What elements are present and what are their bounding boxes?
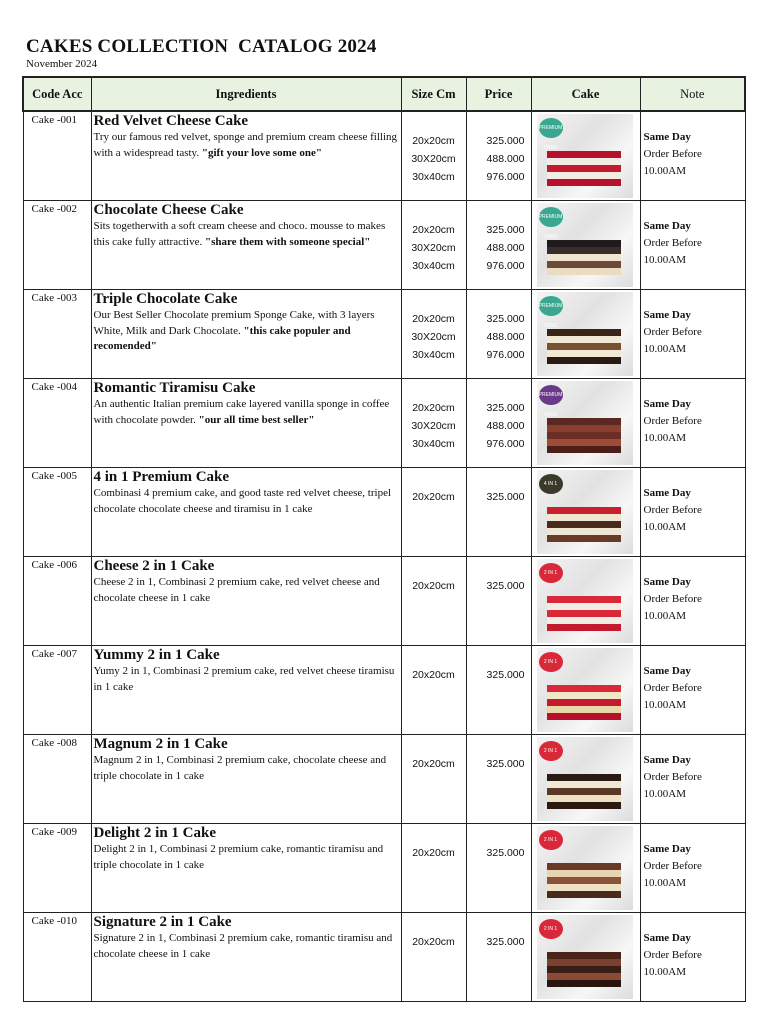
- cake-photo: [537, 737, 633, 821]
- code-cell: [23, 735, 91, 824]
- code-cell: [23, 646, 91, 735]
- note-order-before: Order Before: [643, 326, 702, 338]
- price-cell: [466, 557, 531, 646]
- code-cell: [23, 468, 91, 557]
- brand-badge-icon: [539, 652, 563, 672]
- size-cell: [401, 111, 466, 201]
- badge-text: 2 IN 1: [543, 837, 558, 843]
- cake-code: Cake -009: [31, 826, 78, 838]
- cake-description: [94, 931, 399, 962]
- cake-photo: [537, 648, 633, 732]
- note-time: 10.00AM: [643, 165, 686, 177]
- cake-name: Red Velvet Cheese Cake: [93, 113, 249, 129]
- price-value: 976.000: [486, 260, 525, 272]
- brand-badge-icon: [539, 741, 563, 761]
- note-time: 10.00AM: [643, 877, 686, 889]
- note-order-before: Order Before: [643, 771, 702, 783]
- table-row: [23, 913, 745, 1002]
- description-text: Sits togetherwith a soft cream cheese and choco. mousse to makes this cake fully attractive.: [93, 220, 386, 248]
- table-row: [23, 111, 745, 201]
- price-cell: [466, 913, 531, 1002]
- table-row: [23, 379, 745, 468]
- cake-description: [94, 486, 399, 517]
- description-tagline: "share them with someone special": [204, 235, 371, 248]
- size-value: 20x20cm: [412, 580, 455, 592]
- price-cell: [466, 111, 531, 201]
- price-value: 976.000: [486, 438, 525, 450]
- cake-description: [94, 397, 399, 428]
- note-cell: [640, 379, 745, 468]
- price-value: 976.000: [486, 171, 525, 183]
- cake-slice-icon: [547, 596, 621, 631]
- ingredients-cell: [91, 111, 401, 201]
- table-row: [23, 646, 745, 735]
- size-cell: [401, 379, 466, 468]
- price-value: 325.000: [486, 847, 525, 859]
- table-row: [23, 290, 745, 379]
- catalog-table: [22, 76, 746, 1002]
- price-value: 325.000: [486, 402, 525, 414]
- code-cell: [23, 201, 91, 290]
- price-value: 325.000: [486, 224, 525, 236]
- note-time: 10.00AM: [643, 432, 686, 444]
- price-cell: [466, 646, 531, 735]
- cake-code: Cake -003: [31, 292, 78, 304]
- badge-text: PREMIUM CAKE: [538, 303, 563, 329]
- cake-code: Cake -004: [31, 381, 78, 393]
- note-order-before: Order Before: [643, 860, 702, 872]
- size-cell: [401, 468, 466, 557]
- cake-image-cell: [531, 913, 640, 1002]
- note-time: 10.00AM: [643, 966, 686, 978]
- cake-photo: [537, 203, 633, 287]
- cake-slice-icon: [547, 418, 621, 453]
- note-order-before: Order Before: [643, 237, 702, 249]
- ingredients-cell: [91, 913, 401, 1002]
- cake-code: Cake -008: [31, 737, 78, 749]
- price-cell: [466, 824, 531, 913]
- note-cell: [640, 735, 745, 824]
- ingredients-cell: [91, 201, 401, 290]
- cake-slice-icon: [547, 151, 621, 186]
- description-tagline: "this cake populer and recomended": [93, 324, 351, 352]
- description-text: Try our famous red velvet, sponge and premium cream cheese filling with a widespread tasty.: [93, 131, 398, 159]
- price-cell: [466, 201, 531, 290]
- cake-description: [94, 575, 399, 606]
- note-order-before: Order Before: [643, 593, 702, 605]
- description-tagline: "our all time best seller": [198, 413, 315, 426]
- cake-name: Signature 2 in 1 Cake: [93, 914, 232, 930]
- column-header-cake: Cake: [531, 77, 640, 111]
- cake-slice-icon: [547, 329, 621, 364]
- badge-text: 2 IN 1: [543, 570, 558, 576]
- ingredients-cell: [91, 824, 401, 913]
- size-cell: [401, 913, 466, 1002]
- price-value: 488.000: [486, 420, 525, 432]
- table-row: [23, 468, 745, 557]
- badge-text: PREMIUM CAKE: [538, 125, 563, 151]
- code-cell: [23, 824, 91, 913]
- badge-text: 2 IN 1: [543, 926, 558, 932]
- note-time: 10.00AM: [643, 254, 686, 266]
- description-text: Cheese 2 in 1, Combinasi 2 premium cake, red velvet cheese and chocolate cheese in 1 cake: [93, 576, 380, 604]
- cake-photo: [537, 915, 633, 999]
- cake-name: Yummy 2 in 1 Cake: [93, 647, 220, 663]
- note-same-day: Same Day: [643, 309, 691, 321]
- cake-photo: [537, 381, 633, 465]
- note-same-day: Same Day: [643, 932, 691, 944]
- cake-slice-icon: [547, 774, 621, 809]
- cake-image-cell: [531, 379, 640, 468]
- code-cell: [23, 379, 91, 468]
- size-value: 20x20cm: [412, 313, 455, 325]
- column-header-code: Code Acc: [23, 77, 91, 111]
- price-value: 325.000: [486, 135, 525, 147]
- cake-description: [94, 842, 399, 873]
- column-header-price: Price: [466, 77, 531, 111]
- note-time: 10.00AM: [643, 610, 686, 622]
- table-row: [23, 824, 745, 913]
- ingredients-cell: [91, 646, 401, 735]
- note-cell: [640, 913, 745, 1002]
- size-value: 20x20cm: [412, 847, 455, 859]
- ingredients-cell: [91, 735, 401, 824]
- size-cell: [401, 557, 466, 646]
- size-value: 30X20cm: [411, 242, 456, 254]
- note-same-day: Same Day: [643, 220, 691, 232]
- brand-badge-icon: [538, 207, 563, 240]
- price-value: 488.000: [486, 331, 525, 343]
- price-value: 325.000: [486, 669, 525, 681]
- badge-text: PREMIUM CAKE: [538, 214, 563, 240]
- note-order-before: Order Before: [643, 415, 702, 427]
- cake-name: Romantic Tiramisu Cake: [93, 380, 256, 396]
- cake-description: [94, 219, 399, 250]
- badge-text: 4 IN 1: [543, 481, 558, 487]
- ingredients-cell: [91, 290, 401, 379]
- note-same-day: Same Day: [643, 487, 691, 499]
- cake-description: [94, 308, 399, 355]
- ingredients-cell: [91, 557, 401, 646]
- brand-badge-icon: [539, 919, 563, 939]
- price-value: 325.000: [486, 580, 525, 592]
- brand-badge-icon: [539, 474, 563, 494]
- note-cell: [640, 468, 745, 557]
- description-text: An authentic Italian premium cake layered vanilla sponge in coffee with chocolate powder.: [93, 398, 390, 426]
- note-cell: [640, 201, 745, 290]
- size-value: 20x20cm: [412, 491, 455, 503]
- cake-image-cell: [531, 201, 640, 290]
- note-same-day: Same Day: [643, 398, 691, 410]
- cake-image-cell: [531, 646, 640, 735]
- price-value: 488.000: [486, 242, 525, 254]
- note-time: 10.00AM: [643, 521, 686, 533]
- code-cell: [23, 913, 91, 1002]
- cake-photo: [537, 292, 633, 376]
- cake-name: Delight 2 in 1 Cake: [93, 825, 217, 841]
- cake-code: Cake -005: [31, 470, 78, 482]
- size-value: 30x40cm: [412, 260, 455, 272]
- note-cell: [640, 646, 745, 735]
- cake-image-cell: [531, 290, 640, 379]
- badge-text: 2 IN 1: [543, 748, 558, 754]
- description-text: Signature 2 in 1, Combinasi 2 premium cake, romantic tiramisu and chocolate cheese in 1 cake: [93, 932, 393, 960]
- cake-photo: [537, 559, 633, 643]
- cake-code: Cake -002: [31, 203, 78, 215]
- description-text: Combinasi 4 premium cake, and good taste red velvet cheese, tripel chocolate chocolate cheese and tiramisu in 1 cake: [93, 487, 392, 515]
- description-text: Delight 2 in 1, Combinasi 2 premium cake, romantic tiramisu and triple chocolate in 1 cake: [93, 843, 384, 871]
- column-header-ingredients: Ingredients: [91, 77, 401, 111]
- note-order-before: Order Before: [643, 682, 702, 694]
- cake-code: Cake -001: [31, 114, 78, 126]
- price-value: 325.000: [486, 491, 525, 503]
- description-text: Magnum 2 in 1, Combinasi 2 premium cake, chocolate cheese and triple chocolate in 1 cake: [93, 754, 387, 782]
- note-order-before: Order Before: [643, 148, 702, 160]
- price-value: 976.000: [486, 349, 525, 361]
- note-same-day: Same Day: [643, 576, 691, 588]
- cake-slice-icon: [547, 952, 621, 987]
- catalog-title: CAKES COLLECTION CATALOG 2024: [26, 36, 377, 57]
- table-row: [23, 201, 745, 290]
- size-value: 30X20cm: [411, 153, 456, 165]
- price-value: 325.000: [486, 313, 525, 325]
- note-same-day: Same Day: [643, 131, 691, 143]
- description-text: Yumy 2 in 1, Combinasi 2 premium cake, red velvet cheese tiramisu in 1 cake: [93, 665, 395, 693]
- code-cell: [23, 290, 91, 379]
- note-order-before: Order Before: [643, 504, 702, 516]
- cake-name: Triple Chocolate Cake: [93, 291, 238, 307]
- cake-name: 4 in 1 Premium Cake: [93, 469, 230, 485]
- size-cell: [401, 201, 466, 290]
- column-header-size: Size Cm: [401, 77, 466, 111]
- table-row: [23, 735, 745, 824]
- size-value: 30X20cm: [411, 420, 456, 432]
- code-cell: [23, 111, 91, 201]
- note-time: 10.00AM: [643, 343, 686, 355]
- ingredients-cell: [91, 468, 401, 557]
- note-cell: [640, 824, 745, 913]
- note-order-before: Order Before: [643, 949, 702, 961]
- badge-text: 2 IN 1: [543, 659, 558, 665]
- price-value: 488.000: [486, 153, 525, 165]
- size-value: 30X20cm: [411, 331, 456, 343]
- size-value: 20x20cm: [412, 402, 455, 414]
- brand-badge-icon: [538, 118, 563, 151]
- cake-description: [94, 753, 399, 784]
- cake-photo: [537, 470, 633, 554]
- note-same-day: Same Day: [643, 754, 691, 766]
- cake-image-cell: [531, 468, 640, 557]
- size-cell: [401, 824, 466, 913]
- size-value: 20x20cm: [412, 669, 455, 681]
- table-row: [23, 557, 745, 646]
- cake-image-cell: [531, 735, 640, 824]
- size-value: 20x20cm: [412, 224, 455, 236]
- price-cell: [466, 468, 531, 557]
- cake-name: Cheese 2 in 1 Cake: [93, 558, 215, 574]
- size-value: 20x20cm: [412, 936, 455, 948]
- size-cell: [401, 290, 466, 379]
- column-header-note: Note: [640, 77, 745, 111]
- price-value: 325.000: [486, 936, 525, 948]
- note-time: 10.00AM: [643, 699, 686, 711]
- note-same-day: Same Day: [643, 843, 691, 855]
- code-cell: [23, 557, 91, 646]
- size-cell: [401, 646, 466, 735]
- price-value: 325.000: [486, 758, 525, 770]
- cake-description: [94, 664, 399, 695]
- description-text: Our Best Seller Chocolate premium Sponge Cake, with 3 layers White, Milk and Dark Chocolate.: [93, 309, 375, 337]
- cake-image-cell: [531, 557, 640, 646]
- ingredients-cell: [91, 379, 401, 468]
- cake-slice-icon: [547, 685, 621, 720]
- cake-image-cell: [531, 111, 640, 201]
- cake-slice-icon: [547, 507, 621, 542]
- cake-code: Cake -006: [31, 559, 78, 571]
- note-cell: [640, 557, 745, 646]
- cake-code: Cake -007: [31, 648, 78, 660]
- cake-photo: [537, 826, 633, 910]
- size-value: 30x40cm: [412, 171, 455, 183]
- cake-code: Cake -010: [31, 915, 78, 927]
- note-cell: [640, 290, 745, 379]
- badge-text: PREMIUM CAKE: [538, 392, 563, 418]
- cake-photo: [537, 114, 633, 198]
- size-cell: [401, 735, 466, 824]
- table-header-row: [23, 77, 745, 111]
- cake-description: [94, 130, 399, 161]
- cake-name: Chocolate Cheese Cake: [93, 202, 244, 218]
- brand-badge-icon: [539, 563, 563, 583]
- catalog-date: November 2024: [26, 58, 98, 70]
- description-tagline: "gift your love some one": [201, 146, 323, 159]
- price-cell: [466, 735, 531, 824]
- cake-slice-icon: [547, 240, 621, 275]
- size-value: 20x20cm: [412, 135, 455, 147]
- size-value: 20x20cm: [412, 758, 455, 770]
- brand-badge-icon: [538, 385, 563, 418]
- cake-image-cell: [531, 824, 640, 913]
- size-value: 30x40cm: [412, 349, 455, 361]
- note-time: 10.00AM: [643, 788, 686, 800]
- cake-name: Magnum 2 in 1 Cake: [93, 736, 228, 752]
- brand-badge-icon: [539, 830, 563, 850]
- note-cell: [640, 111, 745, 201]
- price-cell: [466, 290, 531, 379]
- note-same-day: Same Day: [643, 665, 691, 677]
- brand-badge-icon: [538, 296, 563, 329]
- size-value: 30x40cm: [412, 438, 455, 450]
- cake-slice-icon: [547, 863, 621, 898]
- price-cell: [466, 379, 531, 468]
